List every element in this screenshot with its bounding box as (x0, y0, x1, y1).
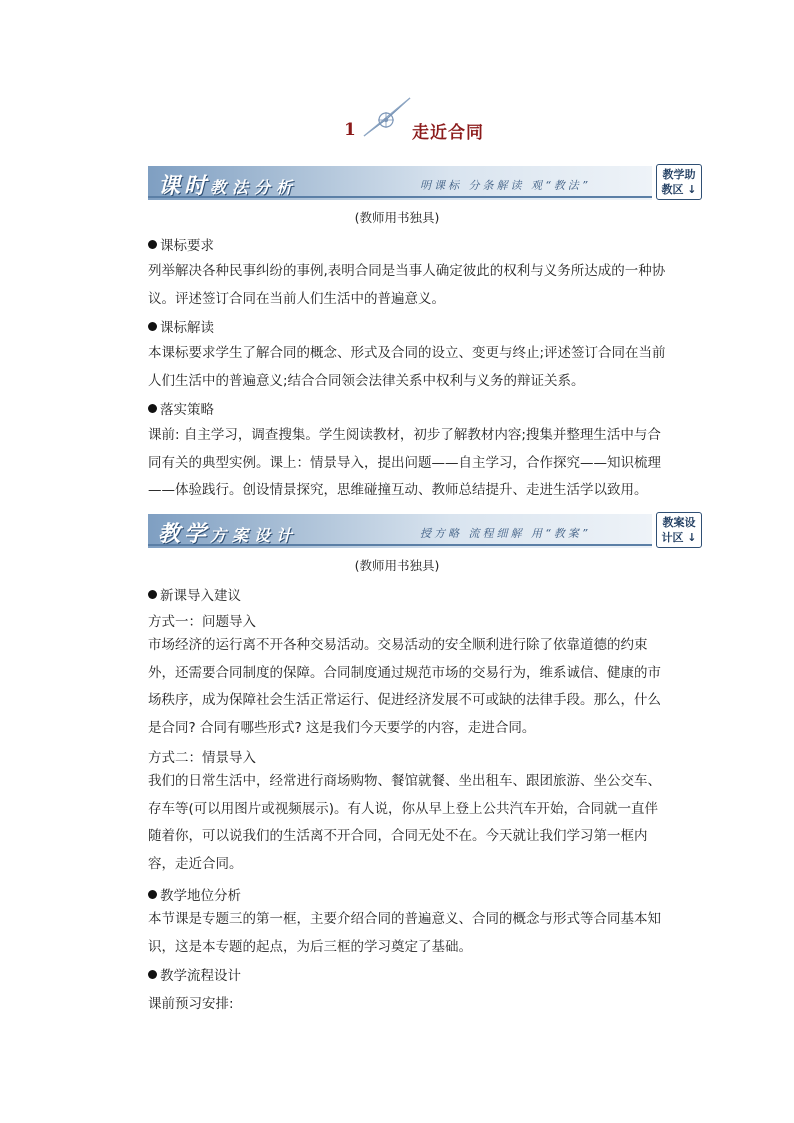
section-banner-lesson-analysis (148, 166, 704, 200)
banner-title: 教学方案设计 (158, 521, 299, 547)
intro-method-two-text: 我们的日常生活中，经常进行商场购物、餐馆就餐、坐出租车、跟团旅游、坐公交车、存车等(可以用图片或视频展示)。有人说，你从早上登上公共汽车开始，合同就一直伴随着你，可以说我们的生活离不开合同，合同无处不在。今天就让我们学习第一框内容，走近合同。 (148, 773, 661, 872)
section-heading-teaching-position: 教学地位分析 (148, 886, 241, 906)
bullet-icon (148, 590, 157, 599)
curriculum-interpretation-text: 本课标要求学生了解合同的概念、形式及合同的设立、变更与终止;评述签订合同在当前人们生活中的普遍意义;结合合同领会法律关系中权利与义务的辩证关系。 (148, 345, 666, 389)
banner-title: 课时教法分析 (158, 173, 299, 199)
section-heading-curriculum-requirement: 课标要求 (148, 236, 214, 256)
intro-method-one-text: 市场经济的运行离不开各种交易活动。交易活动的安全顺利进行除了依靠道德的约束外，还需要合同制度的保障。合同制度通过规范市场的交易行为，维系诚信、健康的市场秩序，成为保障社会生活正常运行、促进经济发展不可或缺的法律手段。那么，什么是合同? 合同有哪些形式? 这是我们今天要学的内容，走进合同。 (148, 637, 661, 736)
intro-method-one-label: 方式一：问题导入 (148, 614, 256, 630)
banner-subtitle: 明课标 分条解读 观“教法” (420, 179, 591, 192)
teacher-only-note: (教师用书独具) (354, 558, 440, 573)
teaching-aid-area-tag[interactable]: 教学助 教区 ↓ (656, 164, 702, 200)
section-heading-curriculum-interpretation: 课标解读 (148, 318, 214, 338)
section-heading-lesson-intro: 新课导入建议 (148, 586, 241, 606)
bullet-icon (148, 890, 157, 899)
chapter-title: 走近合同 (412, 123, 484, 143)
paper-plane-compass-icon (358, 96, 414, 140)
section-banner-teaching-plan (148, 514, 704, 548)
bullet-icon (148, 322, 157, 331)
bullet-icon (148, 404, 157, 413)
intro-method-two-label: 方式二：情景导入 (148, 750, 256, 766)
banner-subtitle: 授方略 流程细解 用“教案” (420, 527, 591, 540)
chapter-header (0, 96, 794, 146)
chapter-number: 1 (344, 120, 356, 140)
teaching-position-text: 本节课是专题三的第一框，主要介绍合同的普遍意义、合同的概念与形式等合同基本知识，这是本专题的起点，为后三框的学习奠定了基础。 (148, 911, 661, 955)
bullet-icon (148, 240, 157, 249)
section-heading-strategy: 落实策略 (148, 400, 214, 420)
preview-arrangement-label: 课前预习安排: (148, 996, 234, 1012)
curriculum-requirement-text: 列举解决各种民事纠纷的事例,表明合同是当事人确定彼此的权利与义务所达成的一种协议。评述签订合同在当前人们生活中的普遍意义。 (148, 263, 666, 307)
section-heading-teaching-flow: 教学流程设计 (148, 966, 241, 986)
teacher-only-note: (教师用书独具) (354, 210, 440, 225)
strategy-text: 课前: 自主学习，调查搜集。学生阅读教材，初步了解教材内容;搜集并整理生活中与合同有关的典型实例。课上：情景导入，提出问题——自主学习，合作探究——知识梳理——体验践行。创设情景探究，思维碰撞互动、教师总结提升、走进生活学以致用。 (148, 427, 661, 498)
bullet-icon (148, 970, 157, 979)
lesson-plan-area-tag[interactable]: 教案设 计区 ↓ (656, 512, 702, 548)
